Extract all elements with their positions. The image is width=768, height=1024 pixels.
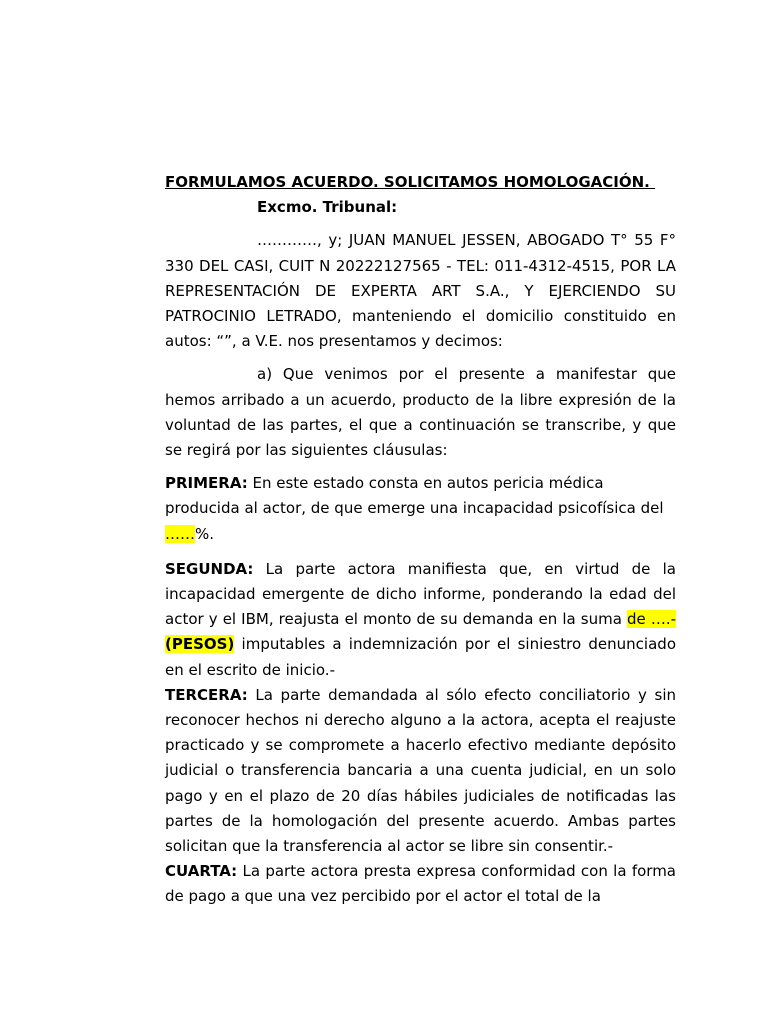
clause-tercera-label: TERCERA: [165,685,248,704]
clause-cuarta [165,859,676,909]
clause-primera-label: PRIMERA: [165,474,248,493]
document-page [165,170,676,910]
clause-primera-suffix: %. [195,524,215,543]
clause-tercera [165,683,676,859]
salutation: Excmo. Tribunal: [257,198,398,217]
clause-segunda-amount: de ….- [627,610,677,629]
clause-primera-highlight: …… [165,524,195,543]
intro-paragraph: …………, y; JUAN MANUEL JESSEN, ABOGADO T° 55 F° 330 DEL CASI, CUIT N 20222127565 - TEL: 011-4312-4515, POR LA REPRESENTACIÓN DE EXPERTA ART S.A., Y EJERCIENDO SU PATROCINIO LETRADO, manteniendo el domicilio constituido en autos: “”, a V.E. nos presentamos y decimos: [165,231,676,351]
clause-segunda [165,557,676,683]
clause-segunda-text: La parte actora manifiesta que, en virtud de la incapacidad emergente de dicho informe, ponderando la edad del actor y el IBM, reajusta el monto de su demanda en la suma [165,559,676,629]
clause-primera-text: En este estado consta en autos pericia médica producida al actor, de que emerge una incapacidad psicofísica del [165,474,664,518]
clause-segunda-label: SEGUNDA: [165,559,254,578]
document-title: FORMULAMOS ACUERDO. SOLICITAMOS HOMOLOGACIÓN. [165,173,656,191]
point-a-paragraph: a) Que venimos por el presente a manifestar que hemos arribado a un acuerdo, producto de la libre expresión de la voluntad de las partes, el que a continuación se transcribe, y que se regirá por las siguientes cláusulas: [165,365,676,460]
clause-cuarta-text: La parte actora presta expresa conformidad con la forma de pago a que una vez percibido por el actor el total de la [165,862,676,906]
clause-segunda-suffix: imputables a indemnización por el siniestro denunciado en el escrito de inicio.- [165,635,676,679]
clause-primera [165,471,676,547]
clause-tercera-text: La parte demandada al sólo efecto conciliatorio y sin reconocer hechos ni derecho alguno a la actora, acepta el reajuste practicado y se compromete a hacerlo efectivo mediante depósito judicial o transferencia bancaria a una cuenta judicial, en un solo pago y en el plazo de 20 días hábiles judiciales de notificadas las partes de la homologación del presente acuerdo. Ambas partes solicitan que la transferencia al actor se libre sin consentir.- [165,685,676,856]
clause-cuarta-label: CUARTA: [165,862,238,881]
clause-segunda-pesos: (PESOS) [165,635,235,654]
